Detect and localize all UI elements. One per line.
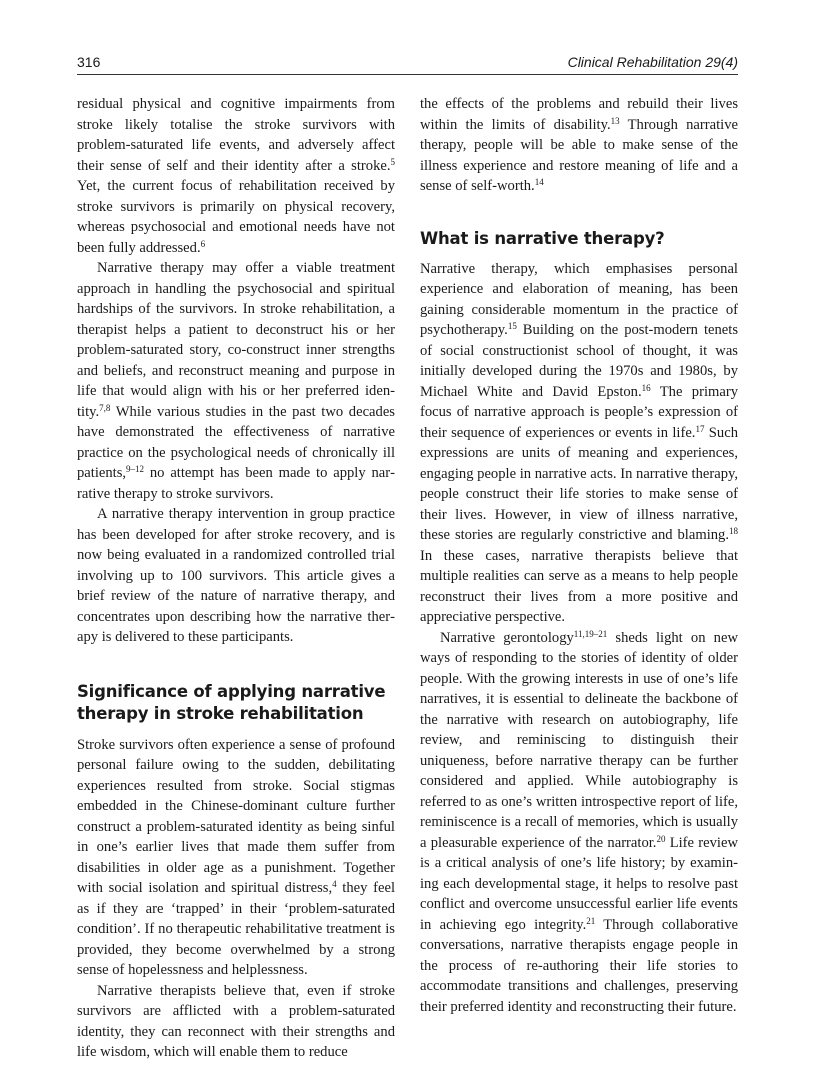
paragraph-text: sheds light on new ways of responding to the stories of identity of older people. With the growing interests in use of one’s life narratives, it is essential to delineate the backbone of the narrative with research on autobiography, life review, and reminiscing to distinguish their uniqueness, before narrative therapy can be further considered and applied. While autobiography is referred to as one’s written introspective report of life, reminiscence is a recall of memories, which is usually a pleasurable experience of the narrator.: [420, 629, 738, 851]
paragraph: [420, 259, 738, 628]
citation-ref: 5: [390, 156, 395, 167]
paragraph: [420, 94, 738, 197]
paragraph-text: residual physical and cognitive impairments from stroke likely totalise the stroke survivors with problem-saturated life events, and adversely affect their sense of self and their identity after a stroke.: [77, 96, 395, 174]
citation-ref: 13: [610, 115, 620, 126]
paragraph-text: In these cases, narrative therapists believe that multiple realities can serve as a means to help people reconstruct their lives from a more positive and appreciative perspective.: [420, 547, 738, 625]
paragraph-text: Through narrative therapy, people will be able to make sense of the illness experience and restore meaning of life and a sense of self-worth.: [420, 116, 738, 194]
paragraph-text: Narrative therapy may offer a viable treatment approach in handling the psychosocial and spiritual hardships of the survivors. In stroke rehabilitation, a therapist helps a patient to deconstruct his or her problem-saturated story, co-construct inner strengths and beliefs, and reconstruct meaning and purpose in life that would align with his or her preferred identity.: [77, 260, 395, 420]
paragraph-text: A narrative therapy intervention in group practice has been developed for after stroke recovery, and is now being evaluated in a randomized controlled trial involving up to 100 survivors. This article gives a brief review of the nature of narrative therapy, and concentrates upon describing how the narrative therapy is delivered to these participants.: [77, 506, 395, 645]
running-header: [77, 52, 738, 75]
citation-ref: 14: [534, 177, 544, 187]
citation-ref: 6: [200, 238, 206, 249]
citation-ref: 15: [507, 321, 517, 331]
paragraph-text: Narrative gerontology: [440, 629, 574, 646]
citation-ref: 18: [729, 526, 738, 536]
paragraph: [77, 735, 395, 981]
left-column: [77, 94, 395, 1063]
paragraph-text: they feel as if they are ‘trapped’ in their ‘problem-saturated condition’. If no therapeutic rehabilitative treatment is provided, they become overwhelmed by a strong sense of hopelessness and helplessness.: [77, 880, 395, 978]
paragraph-text: Narrative therapy, which emphasises personal experience and elaboration of meaning, has been gaining considerable momentum in the practice of psychotherapy.: [420, 260, 738, 338]
paragraph-text: no attempt has been made to apply narrative therapy to stroke survivors.: [77, 465, 395, 502]
paragraph-text: Building on the post-modern tenets of social constructionist school of thought, it was initially developed during the 1970s and 1980s, by Michael White and David Epston.: [420, 322, 738, 400]
paragraph: [77, 504, 395, 648]
paragraph-text: Narrative therapists believe that, even if stroke survivors are afflicted with a problem-saturated identity, they can reconnect with their strengths and life wisdom, which will enable them to reduce: [77, 982, 395, 1060]
paragraph: [420, 628, 738, 1018]
paragraph-text: While various studies in the past two decades have demonstrated the effectiveness of narrative practice on the psychological needs of chronically ill patients,: [77, 403, 395, 481]
paragraph: [77, 258, 395, 504]
paragraph-text: the effects of the problems and rebuild their lives within the limits of disability.: [420, 96, 738, 133]
page-number: 316: [77, 54, 101, 70]
paragraph-text: Such expressions are units of meaning and experiences, engaging people in narrative acts. In narrative therapy, people construct their life stories to make sense of their lives. However, in view of illness narrative, these stories are regularly constrictive and blaming.: [420, 424, 738, 543]
paragraph-text: The primary focus of narrative approach is people’s expression of their sequence of experiences or events in life.: [420, 383, 738, 441]
right-column: [420, 94, 738, 1017]
citation-ref: 4: [332, 879, 337, 889]
section-heading: What is narrative therapy?: [420, 228, 665, 248]
paragraph: [77, 981, 395, 1063]
paragraph-text: Yet, the current focus of rehabilitation received by stroke survivors is primarily on physical recovery, whereas psychosocial and emotional needs have not been fully addressed.: [77, 178, 395, 256]
paragraph: [77, 94, 395, 258]
citation-ref: 7,8: [99, 402, 111, 413]
paragraph-text: Stroke survivors often experience a sense of profound personal failure owing to the sudden, debilitating experiences resulted from stroke. Social stigmas embedded in the Chinese-dominant culture further construct a problem-saturated identity as being sinful in one’s earlier lives that made them suffer from disabilities in older age as a punishment. Together with social isolation and spiritual distress,: [77, 736, 395, 896]
section-heading: Significance of applying narrative therapy in stroke rehabilitation: [77, 681, 386, 723]
citation-ref: 9–12: [126, 464, 145, 474]
paragraph-text: Life review is a critical analysis of one’s life history; by examining each developmental stage, it helps to resolve past conflict and overcome unsuccessful earlier life events in achieving ego integrity.: [420, 834, 738, 933]
citation-ref: 20: [656, 833, 666, 844]
citation-ref: 17: [695, 423, 705, 434]
paragraph-text: Through collaborative conversations, narrative therapists engage people in the process of re-authoring their life stories to accommodate transitions and challenges, preserving their preferred identity and reconstructing their future.: [420, 916, 738, 1015]
citation-ref: 16: [641, 382, 651, 393]
journal-title: Clinical Rehabilitation 29(4): [567, 54, 738, 70]
citation-ref: 11,19–21: [573, 628, 608, 639]
citation-ref: 21: [586, 915, 596, 926]
